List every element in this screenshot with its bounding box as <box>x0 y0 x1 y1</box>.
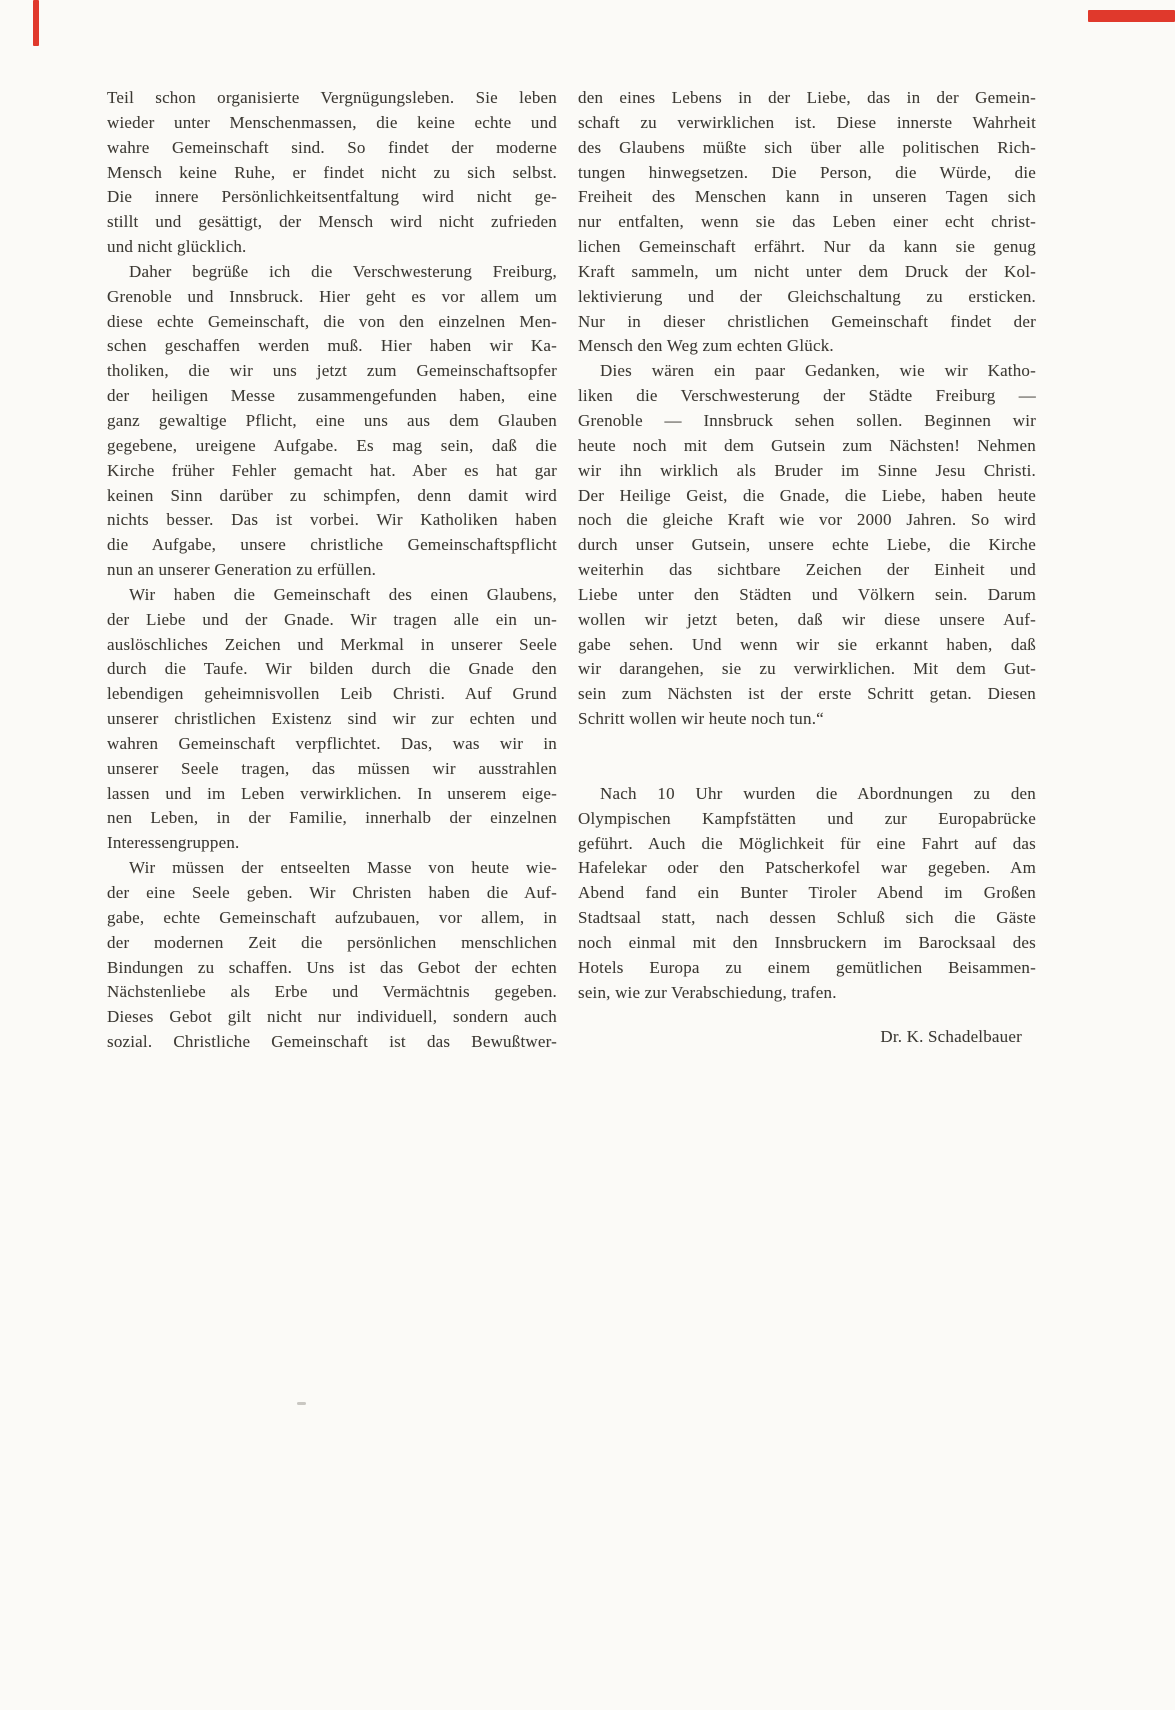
text-line: Hafelekar oder den Patscherkofel war gegeben. Am <box>578 858 1036 878</box>
text-line: wieder unter Menschenmassen, die keine echte und <box>107 112 557 132</box>
text-line: wir ihn wirklich als Bruder im Sinne Jesu Christi. <box>578 460 1036 480</box>
text-line: wahre Gemeinschaft sind. So findet der moderne <box>107 137 557 157</box>
text-line: Nur in dieser christlichen Gemeinschaft findet der <box>578 311 1036 331</box>
text-line: heute noch mit dem Gutsein zum Nächsten! Nehmen <box>578 435 1036 455</box>
paragraph <box>578 359 1036 732</box>
text-line: nichts besser. Das ist vorbei. Wir Katholiken haben <box>107 510 557 530</box>
text-line: Olympischen Kampfstätten und zur Europabrücke <box>578 808 1036 828</box>
text-line: der Liebe und der Gnade. Wir tragen alle ein un- <box>107 609 557 629</box>
text-line: Der Heilige Geist, die Gnade, die Liebe, haben heute <box>578 485 1036 505</box>
text-line: Wir haben die Gemeinschaft des einen Glaubens, <box>129 584 557 604</box>
text-line: schen geschaffen werden muß. Hier haben wir Ka- <box>107 336 557 356</box>
text-line: weiterhin das sichtbare Zeichen der Einheit und <box>578 560 1036 580</box>
text-line: Liebe unter den Städten und Völkern sein. Darum <box>578 584 1036 604</box>
text-line: Grenoble und Innsbruck. Hier geht es vor allem um <box>107 286 557 306</box>
text-line: liken die Verschwesterung der Städte Freiburg — <box>578 386 1036 406</box>
text-line: Dies wären ein paar Gedanken, wie wir Katho- <box>600 361 1036 381</box>
text-line: Dieses Gebot gilt nicht nur individuell, sondern auch <box>107 1007 557 1027</box>
paragraph <box>107 856 557 1055</box>
text-line: noch die gleiche Kraft wie vor 2000 Jahren. So wird <box>578 510 1036 530</box>
text-line: Nach 10 Uhr wurden die Abordnungen zu den <box>600 783 1036 803</box>
text-line: diese echte Gemeinschaft, die von den einzelnen Men- <box>107 311 557 331</box>
text-line: Wir müssen der entseelten Masse von heute wie- <box>129 858 557 878</box>
text-line: nun an unserer Generation zu erfüllen. <box>107 560 377 580</box>
text-column-left <box>107 86 557 1055</box>
text-line: auslöschliches Zeichen und Merkmal in unserer Seele <box>107 634 557 654</box>
text-line: tungen hinwegsetzen. Die Person, die Würde, die <box>578 162 1036 182</box>
author-signature: Dr. K. Schadelbauer <box>880 1026 1022 1046</box>
text-line: keinen Sinn darüber zu schimpfen, denn damit wird <box>107 485 557 505</box>
text-line: tholiken, die wir uns jetzt zum Gemeinschaftsopfer <box>107 361 557 381</box>
scan-speck <box>297 1402 306 1405</box>
text-line: des Glaubens müßte sich über alle politischen Rich- <box>578 137 1036 157</box>
text-line: Grenoble — Innsbruck sehen sollen. Beginnen wir <box>578 410 1036 430</box>
text-line: nen Leben, in der Familie, innerhalb der einzelnen <box>107 808 557 828</box>
text-line: sein, wie zur Verabschiedung, trafen. <box>578 982 837 1002</box>
text-line: der heiligen Messe zusammengefunden haben, eine <box>107 386 557 406</box>
text-line: gabe, echte Gemeinschaft aufzubauen, vor allem, in <box>107 907 557 927</box>
text-line: wahren Gemeinschaft verpflichtet. Das, was wir in <box>107 733 557 753</box>
text-line: geführt. Auch die Möglichkeit für eine Fahrt auf das <box>578 833 1036 853</box>
text-line: Kirche früher Fehler gemacht hat. Aber es hat gar <box>107 460 557 480</box>
text-line: Schritt wollen wir heute noch tun.“ <box>578 709 824 729</box>
text-line: Teil schon organisierte Vergnügungsleben. Sie leben <box>107 88 557 107</box>
text-line: lichen Gemeinschaft erfährt. Nur da kann sie genug <box>578 237 1036 257</box>
text-line: Hotels Europa zu einem gemütlichen Beisammen- <box>578 957 1036 977</box>
text-line: lektivierung und der Gleichschaltung zu ersticken. <box>578 286 1036 306</box>
text-line: Abend fand ein Bunter Tiroler Abend im Großen <box>578 883 1036 903</box>
text-line: wir darangehen, sie zu verwirklichen. Mit dem Gut- <box>578 659 1036 679</box>
red-registration-mark-left <box>33 0 39 46</box>
text-line: Daher begrüße ich die Verschwesterung Freiburg, <box>129 261 557 281</box>
paragraph <box>578 86 1036 359</box>
text-line: Kraft sammeln, um nicht unter dem Druck der Kol- <box>578 261 1036 281</box>
paragraph <box>107 260 557 583</box>
text-line: gabe sehen. Und wenn wir sie erkannt haben, daß <box>578 634 1036 654</box>
text-line: unserer christlichen Existenz sind wir zur echten und <box>107 709 557 729</box>
text-line: Bindungen zu schaffen. Uns ist das Gebot der echten <box>107 957 557 977</box>
text-line: noch einmal mit den Innsbruckern im Barocksaal des <box>578 933 1036 952</box>
text-line: Stadtsaal statt, nach dessen Schluß sich die Gäste <box>578 908 1036 928</box>
text-line: der eine Seele geben. Wir Christen haben die Auf- <box>107 883 557 902</box>
text-line: stillt und gesättigt, der Mensch wird nicht zufrieden <box>107 212 557 232</box>
text-line: Freiheit des Menschen kann in unseren Tagen sich <box>578 187 1036 207</box>
text-column-right <box>578 86 1036 1049</box>
text-line: ganz gewaltige Pflicht, eine uns aus dem Glauben <box>107 410 557 430</box>
text-line: schaft zu verwirklichen ist. Diese innerste Wahrheit <box>578 112 1036 132</box>
text-line: gegebene, ureigene Aufgabe. Es mag sein, daß die <box>107 435 557 455</box>
text-line: nur entfalten, wenn sie das Leben einer echt christ- <box>578 212 1036 232</box>
text-line: die Aufgabe, unsere christliche Gemeinschaftspflicht <box>107 535 557 555</box>
text-line: Nächstenliebe als Erbe und Vermächtnis gegeben. <box>107 982 557 1002</box>
paragraph <box>107 86 557 260</box>
text-line: lassen und im Leben verwirklichen. In unserem eige- <box>107 783 557 803</box>
text-line: durch unser Gutsein, unsere echte Liebe, die Kirche <box>578 535 1036 555</box>
text-line: lebendigen geheimnisvollen Leib Christi. Auf Grund <box>107 684 557 704</box>
text-line: und nicht glücklich. <box>107 237 247 257</box>
text-line: Mensch keine Ruhe, er findet nicht zu sich selbst. <box>107 162 557 182</box>
text-line: Die innere Persönlichkeitsentfaltung wird nicht ge- <box>107 187 557 207</box>
text-line: der modernen Zeit die persönlichen menschlichen <box>107 932 557 952</box>
red-registration-mark-right <box>1088 10 1175 22</box>
text-line: den eines Lebens in der Liebe, das in der Gemein- <box>578 88 1036 107</box>
text-line: Interessengruppen. <box>107 833 240 853</box>
text-line: wollen wir jetzt beten, daß wir diese unsere Auf- <box>578 609 1036 629</box>
text-line: sein zum Nächsten ist der erste Schritt getan. Diesen <box>578 684 1036 704</box>
paragraph <box>107 583 557 856</box>
text-line: durch die Taufe. Wir bilden durch die Gnade den <box>107 659 557 679</box>
text-line: unserer Seele tragen, das müssen wir ausstrahlen <box>107 758 557 778</box>
paragraph <box>578 782 1036 1006</box>
text-line: sozial. Christliche Gemeinschaft ist das Bewußtwer- <box>107 1032 557 1052</box>
text-line: Mensch den Weg zum echten Glück. <box>578 336 834 356</box>
